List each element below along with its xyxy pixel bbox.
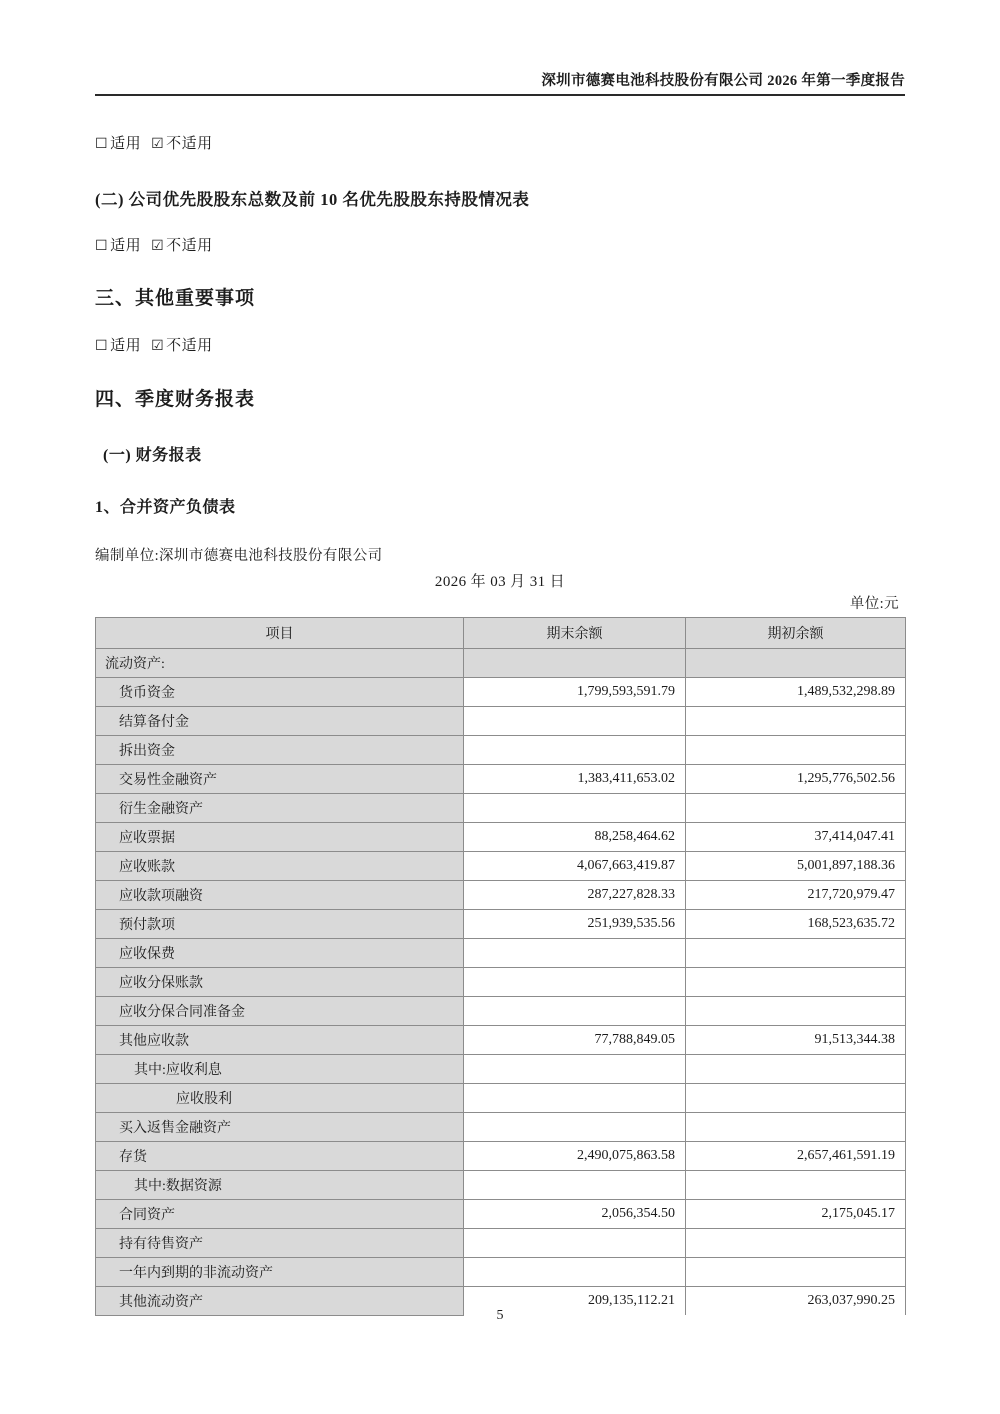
applicable-label: 适用 xyxy=(110,237,142,254)
item-cell: 应收股利 xyxy=(96,1083,464,1112)
table-row xyxy=(96,1257,906,1286)
beginning-balance-cell xyxy=(686,1112,906,1141)
ending-balance-cell xyxy=(464,793,686,822)
table-row xyxy=(96,880,906,909)
not-applicable-label: 不适用 xyxy=(166,338,213,355)
ending-balance-cell xyxy=(464,1228,686,1257)
item-cell: 货币资金 xyxy=(96,677,464,706)
item-cell: 应收账款 xyxy=(96,851,464,880)
table-row xyxy=(96,1199,906,1228)
table-row xyxy=(96,1228,906,1257)
beginning-balance-cell xyxy=(686,1228,906,1257)
item-cell: 拆出资金 xyxy=(96,735,464,764)
ending-balance-cell: 2,490,075,863.58 xyxy=(464,1141,686,1170)
checkbox-checked-icon: ☑ xyxy=(151,136,165,153)
item-cell: 结算备付金 xyxy=(96,706,464,735)
report-header-title: 深圳市德赛电池科技股份有限公司 2026 年第一季度报告 xyxy=(541,73,905,89)
ending-balance-cell xyxy=(464,706,686,735)
ending-balance-cell xyxy=(464,1054,686,1083)
balance-sheet-table xyxy=(95,617,906,1316)
table-row xyxy=(96,648,906,677)
section-4-heading: 四、季度财务报表 xyxy=(95,388,256,410)
beginning-balance-cell xyxy=(686,967,906,996)
applicable-checkbox[interactable] xyxy=(95,238,141,254)
table-row xyxy=(96,764,906,793)
beginning-balance-cell xyxy=(686,1054,906,1083)
applicable-label: 适用 xyxy=(110,338,142,355)
table-row xyxy=(96,793,906,822)
not-applicable-label: 不适用 xyxy=(166,136,213,153)
column-header-beginning-balance: 期初余额 xyxy=(686,617,906,648)
applicable-checkbox[interactable] xyxy=(95,338,141,354)
table-row xyxy=(96,1054,906,1083)
ending-balance-cell xyxy=(464,967,686,996)
table-row xyxy=(96,1170,906,1199)
beginning-balance-cell xyxy=(686,1170,906,1199)
prepared-by-line: 编制单位:深圳市德赛电池科技股份有限公司 xyxy=(95,547,383,564)
statement-unit: 单位:元 xyxy=(849,595,899,612)
checkbox-checked-icon: ☑ xyxy=(151,237,165,254)
table-row xyxy=(96,706,906,735)
checkbox-unchecked-icon: ☐ xyxy=(95,237,109,254)
table-header-row xyxy=(96,617,906,648)
table-row xyxy=(96,1141,906,1170)
applicability-line xyxy=(95,237,905,257)
ending-balance-cell: 88,258,464.62 xyxy=(464,822,686,851)
beginning-balance-cell xyxy=(686,706,906,735)
ending-balance-cell xyxy=(464,735,686,764)
item-cell: 其他流动资产 xyxy=(96,1286,464,1315)
table-row xyxy=(96,996,906,1025)
ending-balance-cell xyxy=(464,648,686,677)
beginning-balance-cell: 2,175,045.17 xyxy=(686,1199,906,1228)
beginning-balance-cell: 217,720,979.47 xyxy=(686,880,906,909)
statement-date: 2026 年 03 月 31 日 xyxy=(434,573,566,590)
applicable-label: 适用 xyxy=(110,136,142,153)
beginning-balance-cell: 37,414,047.41 xyxy=(686,822,906,851)
ending-balance-cell: 4,067,663,419.87 xyxy=(464,851,686,880)
beginning-balance-cell: 1,489,532,298.89 xyxy=(686,677,906,706)
item-cell: 其中:应收利息 xyxy=(96,1054,464,1083)
item-cell: 应收票据 xyxy=(96,822,464,851)
table-row xyxy=(96,735,906,764)
ending-balance-cell xyxy=(464,938,686,967)
beginning-balance-cell xyxy=(686,735,906,764)
item-cell: 一年内到期的非流动资产 xyxy=(96,1257,464,1286)
beginning-balance-cell: 263,037,990.25 xyxy=(686,1286,906,1315)
ending-balance-cell: 77,788,849.05 xyxy=(464,1025,686,1054)
page-number: 5 xyxy=(496,1308,504,1323)
beginning-balance-cell: 168,523,635.72 xyxy=(686,909,906,938)
table-row xyxy=(96,1025,906,1054)
table-row xyxy=(96,1083,906,1112)
ending-balance-cell xyxy=(464,996,686,1025)
ending-balance-cell: 1,383,411,653.02 xyxy=(464,764,686,793)
ending-balance-cell xyxy=(464,1112,686,1141)
beginning-balance-cell: 91,513,344.38 xyxy=(686,1025,906,1054)
beginning-balance-cell: 2,657,461,591.19 xyxy=(686,1141,906,1170)
table-row xyxy=(96,938,906,967)
item-cell: 应收分保合同准备金 xyxy=(96,996,464,1025)
item-cell: 交易性金融资产 xyxy=(96,764,464,793)
ending-balance-cell: 287,227,828.33 xyxy=(464,880,686,909)
table-row xyxy=(96,677,906,706)
header-rule xyxy=(95,94,905,96)
item-cell: 应收分保账款 xyxy=(96,967,464,996)
table-row xyxy=(96,967,906,996)
beginning-balance-cell xyxy=(686,1083,906,1112)
section-3-heading: 三、其他重要事项 xyxy=(95,288,256,310)
beginning-balance-cell xyxy=(686,1257,906,1286)
item-cell: 流动资产: xyxy=(96,648,464,677)
beginning-balance-cell xyxy=(686,648,906,677)
balance-sheet-body xyxy=(96,648,906,1315)
ending-balance-cell: 1,799,593,591.79 xyxy=(464,677,686,706)
beginning-balance-cell xyxy=(686,996,906,1025)
not-applicable-checkbox[interactable] xyxy=(151,338,213,354)
applicability-line xyxy=(95,337,905,357)
ending-balance-cell: 251,939,535.56 xyxy=(464,909,686,938)
ending-balance-cell xyxy=(464,1170,686,1199)
item-cell: 持有待售资产 xyxy=(96,1228,464,1257)
item-cell: 衍生金融资产 xyxy=(96,793,464,822)
table-row xyxy=(96,1112,906,1141)
beginning-balance-cell xyxy=(686,938,906,967)
checkbox-checked-icon: ☑ xyxy=(151,338,165,355)
beginning-balance-cell: 1,295,776,502.56 xyxy=(686,764,906,793)
item-cell: 存货 xyxy=(96,1141,464,1170)
item-cell: 合同资产 xyxy=(96,1199,464,1228)
item-cell: 预付款项 xyxy=(96,909,464,938)
item-cell: 应收款项融资 xyxy=(96,880,464,909)
not-applicable-checkbox[interactable] xyxy=(151,238,213,254)
table-row xyxy=(96,851,906,880)
item-cell: 其他应收款 xyxy=(96,1025,464,1054)
checkbox-unchecked-icon: ☐ xyxy=(95,136,109,153)
beginning-balance-cell xyxy=(686,793,906,822)
item-cell: 其中:数据资源 xyxy=(96,1170,464,1199)
column-header-item: 项目 xyxy=(96,617,464,648)
applicable-checkbox[interactable] xyxy=(95,136,141,152)
ending-balance-cell xyxy=(464,1083,686,1112)
section-4-1-heading: (一) 财务报表 xyxy=(103,446,202,464)
column-header-ending-balance: 期末余额 xyxy=(464,617,686,648)
ending-balance-cell: 209,135,112.21 xyxy=(464,1286,686,1315)
section-4-1-1-heading: 1、合并资产负债表 xyxy=(95,498,236,516)
ending-balance-cell xyxy=(464,1257,686,1286)
not-applicable-label: 不适用 xyxy=(166,237,213,254)
item-cell: 买入返售金融资产 xyxy=(96,1112,464,1141)
not-applicable-checkbox[interactable] xyxy=(151,136,213,152)
item-cell: 应收保费 xyxy=(96,938,464,967)
section-2-heading: (二) 公司优先股股东总数及前 10 名优先股股东持股情况表 xyxy=(95,189,530,209)
table-row xyxy=(96,822,906,851)
beginning-balance-cell: 5,001,897,188.36 xyxy=(686,851,906,880)
table-row xyxy=(96,909,906,938)
checkbox-unchecked-icon: ☐ xyxy=(95,338,109,355)
applicability-line xyxy=(95,135,905,155)
ending-balance-cell: 2,056,354.50 xyxy=(464,1199,686,1228)
